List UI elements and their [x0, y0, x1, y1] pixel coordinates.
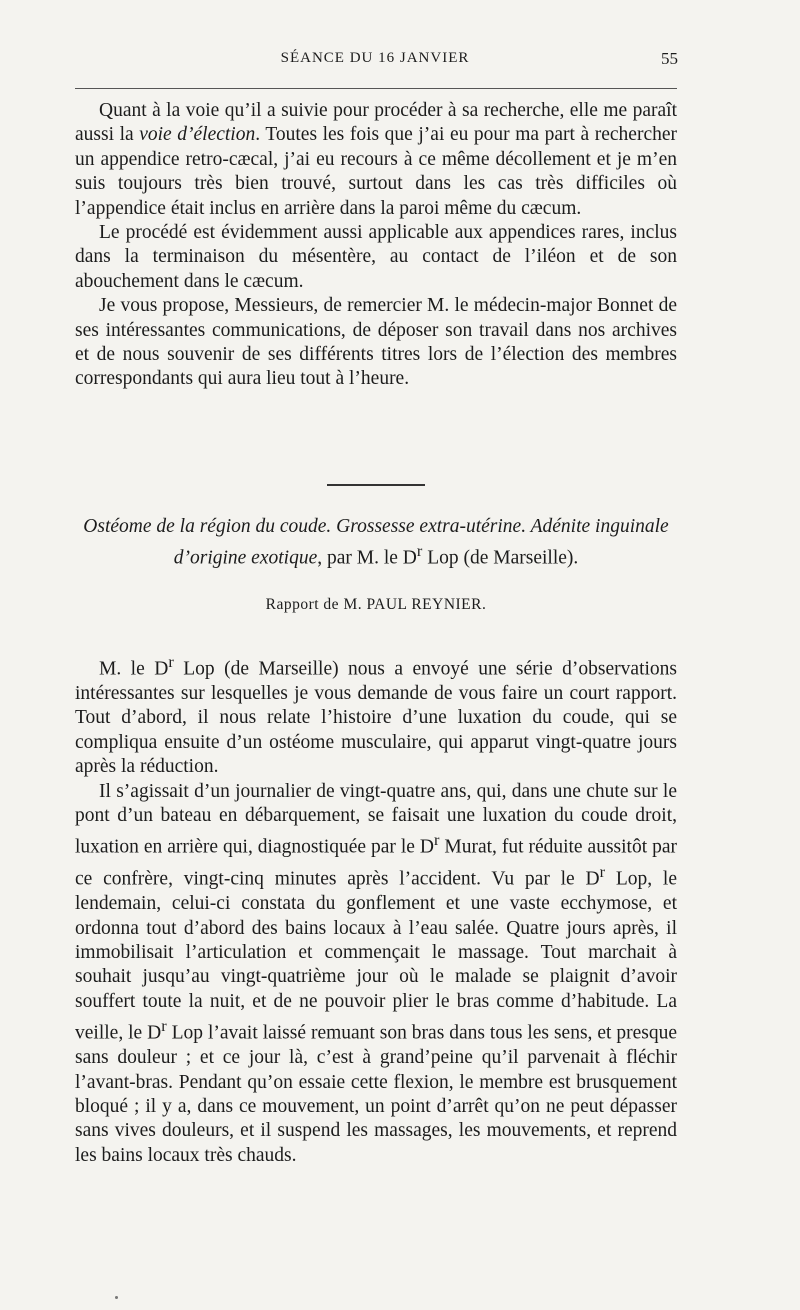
report-conclusion	[75, 99, 677, 392]
article-title-italic: Ostéome de la région du coude. Grossesse extra-utérine. Adénite inguinale d’origine exotique	[83, 516, 669, 569]
paragraph: M. le $D^r$ Lop (de Marseille) nous a envoyé une série d’observations intéressantes sur lesquelles je vous demande de vous faire un court rapport. Tout d’abord, il nous relate l’histoire d’une luxation du coude, qui se compliqua ensuite d’un ostéome musculaire, qui apparut vingt-quatre jours après la réduction.	[75, 653, 677, 778]
paragraph: Quant à la voie qu’il a suivie pour procéder à sa recherche, elle me paraît aussi la voie d’élection. Toutes les fois que j’ai eu pour ma part à rechercher un appendice retro-cæcal, j’ai eu recours à ce même décollement et je m’en suis toujours très bien trouvé, surtout dans les cas très difficiles où l’appendice était inclus en arrière dans la paroi même du cæcum.	[75, 100, 677, 219]
paragraph: Il s’agissait d’un journalier de vingt-quatre ans, qui, dans une chute sur le pont d’un bateau en débarquement, se faisait une luxation du coude droit, luxation en arrière qui, diagnostiquée par le $D^r$ Murat, fut réduite aussitôt par ce confrère, vingt-cinq minutes après l’accident. Vu par le $D^r$ Lop, le lendemain, celui-ci constata du gonflement et une vaste ecchymose, et ordonna tout d’abord des bains locaux à l’eau salée. Quatre jours après, il immobilisait l’articulation et commençait le massage. Tout marchait à souhait jusqu’au vingt-quatrième jour où le malade se plaignit d’avoir souffert toute la nuit, et de ne pouvoir plier le bras comme d’habitude. La veille, le $D^r$ Lop l’avait laissé remuant son bras dans tous les sens, et presque sans douleur ; et ce jour là, c’est à grand’peine qu’il parvenait à fléchir l’avant-bras. Pendant qu’on essaie cette flexion, le membre est brusquement bloqué ; il y a, dans ce mouvement, un point d’arrêt qu’on ne peut dépasser sans vives douleurs, et il suspend les massages, les mouvements, et reprend les bains locaux très chauds.	[75, 780, 678, 1166]
header-rule	[75, 88, 677, 89]
page-number: 55	[661, 49, 678, 68]
paragraph: Le procédé est évidemment aussi applicable aux appendices rares, inclus dans la terminaison du mésentère, au contact de l’iléon et de son abouchement dans le cæcum.	[75, 222, 677, 292]
report-byline: Rapport de M. PAUL REYNIER.	[265, 596, 487, 613]
article-title: Ostéome de la région du coude. Grossesse extra-utérine. Adénite inguinale d’origine exotique, par M. le $D^r$ Lop (de Marseille).	[83, 516, 669, 569]
running-title: SÉANCE DU 16 JANVIER	[280, 50, 470, 66]
emphasis: voie d’élection	[139, 124, 256, 146]
report-body	[75, 650, 677, 1168]
paragraph: Je vous propose, Messieurs, de remercier M. le médecin-major Bonnet de ses intéressantes communications, de déposer son travail dans nos archives et de nous souvenir de ses différents titres lors de l’élection des membres correspondants qui aura lieu tout à l’heure.	[75, 295, 677, 390]
paper-speck	[115, 1296, 118, 1299]
section-separator	[327, 484, 425, 486]
page-header	[75, 49, 678, 72]
